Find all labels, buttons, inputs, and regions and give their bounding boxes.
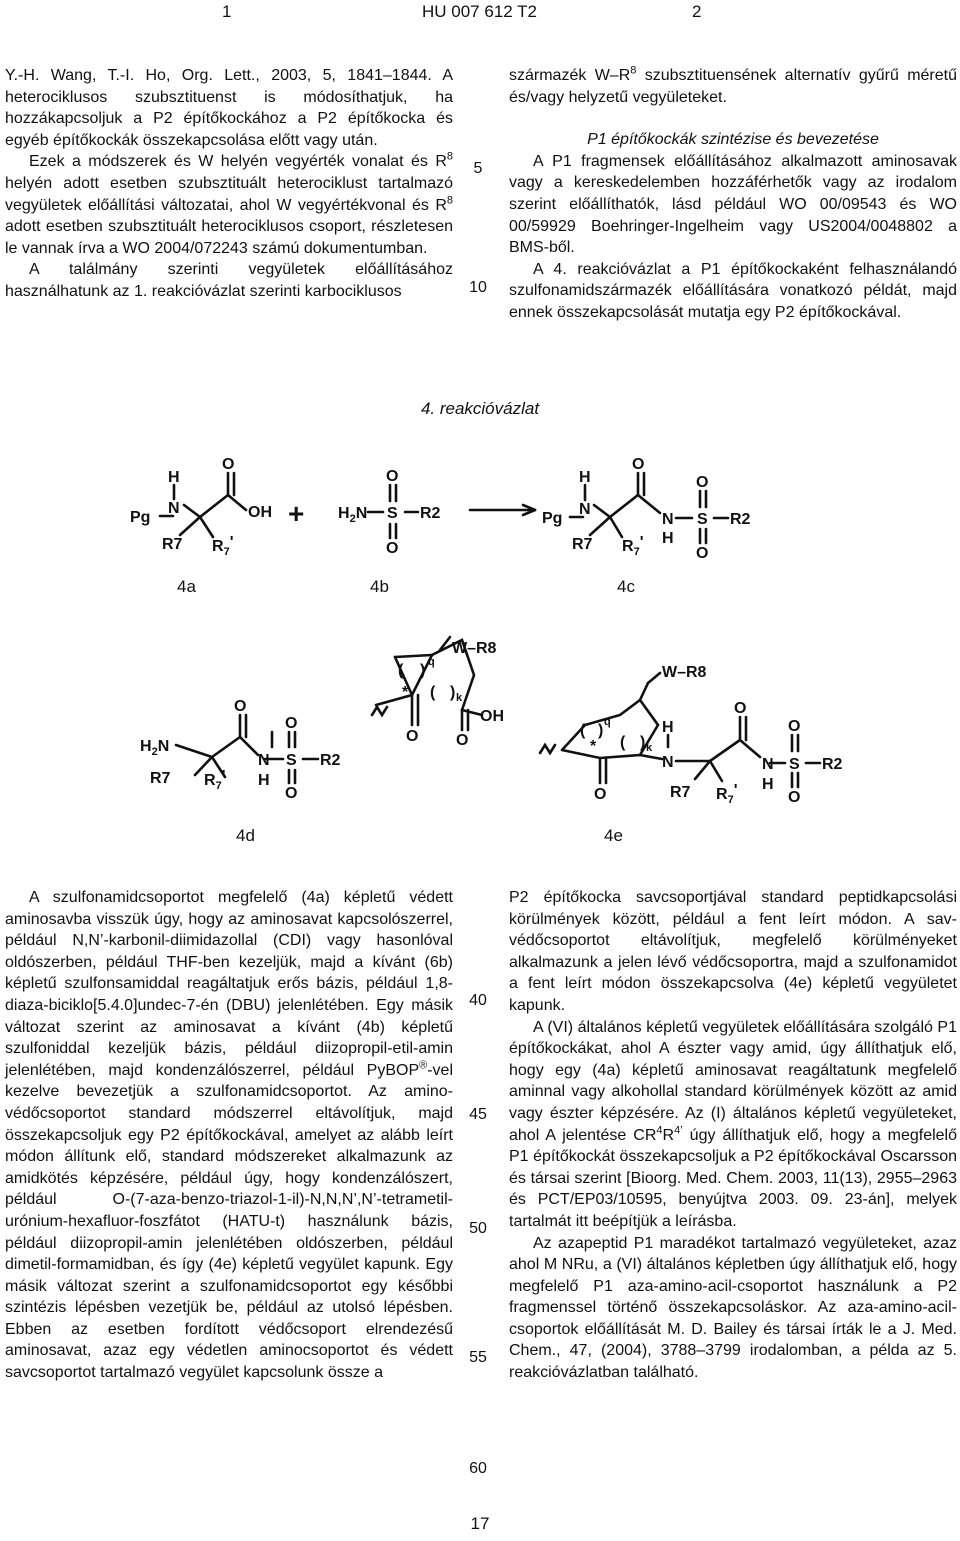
atom-label: O	[234, 698, 247, 715]
bond	[610, 495, 638, 517]
atom-subscript: 7	[215, 780, 222, 792]
paragraph	[509, 1017, 957, 1233]
atom-label: W–R8	[662, 664, 707, 681]
plus-sign: +	[288, 498, 305, 529]
atom-subscript: 7	[223, 546, 230, 558]
atom-label: R7	[162, 536, 183, 553]
atom-label: H	[579, 469, 591, 486]
atom-label: O	[285, 715, 298, 732]
stereo-star: *	[402, 684, 409, 701]
atom-prime: '	[639, 534, 644, 551]
ring-index: k	[456, 692, 463, 704]
atom-label: OH	[248, 504, 272, 521]
atom-label: R	[716, 786, 728, 803]
atom-label: R7	[572, 536, 593, 553]
atom-label: R2	[730, 511, 751, 528]
registered-mark: ®	[419, 1059, 428, 1072]
compound-label: 4d	[236, 826, 255, 845]
paragraph: A találmány szerinti vegyületek előállításához használhatunk az 1. reakcióvázlat szerinti karbociklusos	[5, 261, 453, 300]
atom-prime: '	[221, 768, 226, 785]
text-run: Ezek a módszerek és W helyén vegyérték vonalat és R	[29, 153, 447, 171]
atom-label: N	[258, 752, 270, 769]
paragraph	[5, 151, 453, 259]
bond	[710, 761, 722, 781]
atom-label: O	[696, 474, 709, 491]
atom-label: R	[622, 538, 634, 555]
atom-label	[212, 534, 234, 558]
atom-label: O	[406, 728, 419, 745]
atom-label: N	[662, 511, 674, 528]
paragraph: A P1 fragmensek előállításához alkalmazott aminosavak vagy a kereskedelemben hozzáférhetők vagy az irodalom szerint előállíthatók, lásd például WO 00/09543 és WO 00/59929 Boehringer-Ingelheim vagy US2004/0048802 a BMS-ből.	[509, 152, 957, 257]
compound-label: 4a	[177, 577, 196, 596]
ring-paren: )	[598, 722, 604, 739]
atom-label: R2	[320, 752, 341, 769]
atom-label: R2	[420, 505, 441, 522]
line-number: 40	[469, 992, 487, 1009]
atom-label: H	[168, 469, 180, 486]
atom-label: N	[579, 501, 591, 518]
text-run: származék W–R	[509, 67, 631, 84]
top-left-column	[5, 65, 453, 303]
atom-label: O	[734, 700, 747, 717]
paragraph	[5, 887, 453, 1384]
bond	[240, 737, 258, 755]
text-run: A szulfonamidcsoportot megfelelő (4a) képletű védett aminosavba visszük úgy, hogy az aminosavat kapcsolószerrel, például N,N’-karbonil-diimidazollal (CDI) vagy hasonlóval oldószerben, például THF-ben kezeljük, majd a kívánt (6b) képletű szulfonsamiddal reagáltatjuk erős bázis, például 1,8-diaza-biciklo[5.4.0]undec-7-én (DBU) jelenlétében. Egy másik változat szerint az aminosavat a kívánt (4b) képletű szulfoniddal kezeljük bázis, például diizopropil-etil-amin jelenlétében, majd kondenzálószerrel, például PyBOP	[5, 889, 453, 1079]
atom-label: H	[140, 738, 152, 755]
atom-label: H	[662, 530, 674, 547]
wavy-bond	[372, 707, 387, 715]
bond	[695, 761, 710, 779]
atom-label	[140, 738, 169, 758]
line-number: 45	[469, 1106, 487, 1123]
compound-label: 4b	[370, 577, 389, 596]
atom-label: R	[212, 538, 224, 555]
bond	[228, 495, 246, 510]
bottom-left-column	[5, 887, 453, 1384]
bottom-right-column	[509, 887, 957, 1384]
ring-paren: (	[398, 662, 404, 679]
atom-label: R7	[670, 784, 691, 801]
bond	[640, 683, 648, 700]
atom-label: R7	[150, 770, 171, 787]
text-run: úgy állíthatjuk elő, hogy a megfelelő P1 építőkockát összekapcsoljuk a P2 építőkockával Oscarsson és társai szerint [Bioorg. Med. Chem. 2003, 11(13), 2955–2963 és PCT/EP03/10595, benyújtva 2003. 09. 23-án], melyek tartalmát itt beépítjük a leírásba.	[509, 1126, 957, 1230]
atom-label: S	[789, 756, 800, 773]
line-number: 5	[473, 160, 483, 177]
ring-paren: )	[640, 734, 646, 751]
atom-prime: '	[229, 534, 234, 551]
atom-label: N	[355, 505, 368, 522]
left-page-number: 1	[222, 2, 232, 21]
atom-label: N	[168, 500, 180, 517]
line-number: 50	[469, 1220, 487, 1237]
superscript: 8	[446, 151, 453, 164]
section-heading: P1 építőkockák szintézise és bevezetése	[587, 131, 879, 149]
document-id: HU 007 612 T2	[422, 2, 537, 21]
right-page-number: 2	[692, 2, 702, 21]
bond	[395, 655, 432, 657]
bond	[640, 755, 662, 759]
atom-label: O	[594, 786, 607, 803]
ring-paren: )	[420, 662, 426, 679]
atom-label: H	[338, 505, 350, 522]
text-run: szubsztituensének alternatív gyűrű méretű és/vagy helyzetű vegyületeket.	[509, 67, 957, 106]
bond	[176, 745, 212, 757]
line-number: 55	[469, 1349, 487, 1366]
superscript: 8	[630, 64, 637, 77]
bond	[462, 710, 482, 715]
bond	[740, 740, 760, 757]
atom-label: S	[387, 505, 398, 522]
paragraph: Az azapeptid P1 maradékot tartalmazó vegyületeket, azaz ahol M NRu, a (VI) általános képletben úgy állíthatjuk elő, hogy megfelelő P1 aza-amino-acil-csoportot használunk a P2 fragmenssel történő összekapcsoláskor. Az aza-amino-acil-csoportok előállítását M. D. Bailey és társai írták le a J. Med. Chem., 47, (2004), 3788–3799 irodalomban, a példa az 5. reakcióvázlatban található.	[509, 1234, 957, 1382]
atom-label: O	[285, 785, 298, 802]
reaction-scheme	[0, 425, 960, 855]
line-number: 10	[469, 279, 487, 296]
scheme-caption: 4. reakcióvázlat	[420, 399, 540, 418]
atom-label: O	[456, 732, 469, 749]
stereo-star: *	[590, 738, 597, 755]
atom-label: S	[286, 752, 297, 769]
atom-label: N	[157, 738, 170, 755]
page-number: 17	[470, 1514, 490, 1533]
compound-label: 4c	[617, 577, 635, 596]
bond	[200, 495, 228, 517]
page-header	[0, 0, 960, 24]
atom-label	[338, 505, 367, 525]
atom-label: Pg	[542, 510, 563, 527]
text-run: -vel kezelve bevezetjük a szulfonamidcsoportot. Az amino-védőcsoportot standard módszerrel eltávolítjuk, majd összekapcsoljuk egy P2 építőkockával, amelyet az alább leírt módon állítunk elő, standard módszereket alkalmazunk az amidkötés képzésére, például úgy, hogy kondenzálószert, például O-(7-aza-benzo-triazol-1-il)-N,N,N’,N’-tetrametil-urónium-hexafluor-foszfátot (HATU-t) használunk bázis, például diizopropil-amin jelenlétében oldószerben, például dimetil-formamidban, és így (4e) képletű vegyület kapunk. Egy másik változat szerint a szulfonamidcsoportot egy későbbi szintézis lépésben vezetjük be, például az utolsó lépésben. Ebben az esetben fordított védőcsoport elrendezésű aminosavat, azaz egy védetlen aminocsoportot és védett savcsoportot tartalmazó vegyület kapcsolunk össze a	[5, 1061, 453, 1382]
atom-label: O	[696, 545, 709, 562]
atom-label	[622, 534, 644, 558]
ring-index: q	[604, 716, 611, 728]
superscript: 8	[446, 194, 453, 207]
ring-paren: (	[580, 722, 586, 739]
atom-label: S	[697, 511, 708, 528]
atom-label	[716, 782, 738, 806]
paragraph	[509, 65, 957, 108]
atom-label: N	[762, 756, 774, 773]
ring-paren: (	[430, 684, 436, 701]
ring-index: q	[428, 656, 435, 668]
atom-label	[204, 768, 226, 792]
bond	[200, 517, 213, 537]
bond	[610, 517, 622, 537]
bond	[590, 517, 610, 535]
atom-label: Pg	[130, 509, 151, 526]
paragraph: A 4. reakcióvázlat a P1 építőkockaként felhasználandó szulfonamidszármazék előállítására vonatkozó példát, majd ennek összekapcsolását mutatja egy P2 építőkockával.	[509, 260, 957, 321]
compound-label: 4e	[604, 826, 623, 845]
atom-subscript: 7	[727, 794, 734, 806]
paragraph: Y.-H. Wang, T.-I. Ho, Org. Lett., 2003, 5, 1841–1844. A heterociklusos szubsztituenst is módosíthatjuk, ha hozzákapcsoljuk a P2 építőkockához a P2 építőkocka és egyéb építőkockák összekapcsolása előtt vagy után.	[5, 67, 453, 149]
atom-label: O	[788, 718, 801, 735]
bond	[180, 517, 200, 535]
paragraph: P2 építőkocka savcsoportjával standard peptidkapcsolási körülmények között, például a fent leírt módon. A sav-védőcsoportot eltávolítjuk, megfelelő körülményeket alkalmazunk a jelen lévő védőcsoportra, majd a szulfonamidot a fent leírt módon összekapcsolva (4e) képletű vegyületet kapunk.	[509, 889, 957, 1014]
top-right-column	[509, 65, 957, 324]
bond	[710, 740, 740, 761]
bond	[594, 505, 610, 517]
atom-label: W–R8	[452, 640, 497, 657]
text-run: adott esetben szubsztituált heterociklusos csoport, részletesen le vannak írva a WO 2004/072243 számú dokumentumban.	[5, 218, 453, 257]
wavy-bond	[540, 745, 555, 753]
atom-label: R	[204, 772, 216, 789]
atom-label: O	[386, 468, 399, 485]
atom-label: OH	[480, 708, 504, 725]
atom-subscript: 7	[633, 546, 640, 558]
bond	[184, 505, 200, 517]
bond	[638, 495, 660, 513]
atom-label: O	[632, 456, 645, 473]
bond	[648, 673, 660, 683]
text-run: helyén adott esetben szubsztituált heterociklust tartalmazó vegyületek előállítási változatai, ahol W vegyértékvonal és R	[5, 174, 453, 214]
atom-label: H	[258, 772, 270, 789]
atom-label: O	[222, 456, 235, 473]
ring-paren: )	[450, 684, 456, 701]
atom-label: O	[386, 540, 399, 557]
line-number: 60	[469, 1460, 487, 1477]
bond	[212, 737, 240, 757]
atom-subscript: 2	[349, 513, 356, 525]
atom-label: O	[788, 789, 801, 806]
atom-label: H	[662, 719, 674, 736]
ring-index: k	[646, 742, 653, 754]
atom-label: H	[762, 776, 774, 793]
atom-label: N	[662, 754, 674, 771]
atom-label: R2	[822, 756, 843, 773]
superscript: 4	[656, 1124, 663, 1137]
superscript: 4’	[674, 1124, 683, 1137]
text-run: R	[662, 1126, 675, 1144]
atom-subscript: 2	[151, 746, 158, 758]
ring-paren: (	[620, 734, 626, 751]
atom-prime: '	[733, 782, 738, 799]
text-run: A (VI) általános képletű vegyületek előállítására szolgáló P1 építőkockákat, ahol A észter vagy amid, úgy állíthatjuk elő, hogy egy (4a) képletű aminosavat reagáltatunk megfelelő aminnal vagy alkohollal standard körülmények között az amid vagy észter képzésére. Az (I) általános képletű vegyületeket, ahol A jelentése CR	[509, 1018, 957, 1144]
